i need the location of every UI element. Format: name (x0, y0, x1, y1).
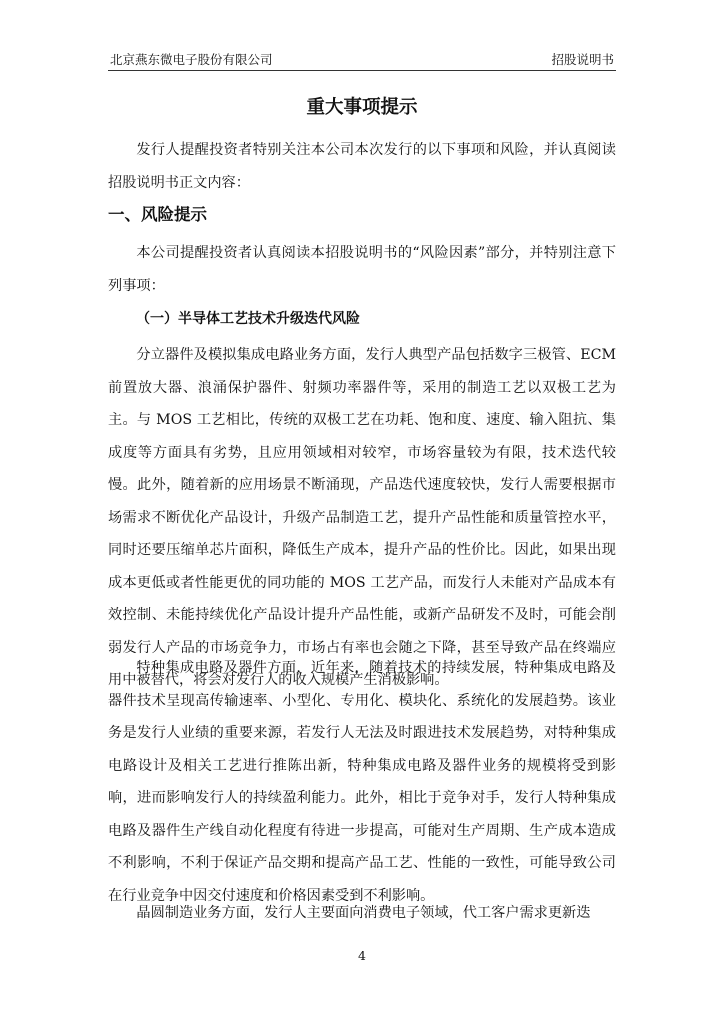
document-title: 重大事项提示 (306, 97, 418, 118)
page-number: 4 (358, 948, 366, 963)
section-heading-risk: 一、风险提示 (108, 205, 207, 224)
body-paragraph-wafer-manufacturing: 晶圆制造业务方面，发行人主要面向消费电子领域，代工客户需求更新迭 (136, 905, 591, 921)
body-paragraph-special-ic: 特种集成电路及器件方面，近年来，随着技术的持续发展，特种集成电路及器件技术呈现高传输速率、小型化、专用化、模块化、系统化的发展趋势。该业务是发行人业绩的重要来源，若发行人无法及时跟进技术发展趋势，对特种集成电路设计及相关工艺进行推陈出新，特种集成电路及器件业务的规模将受到影响，进而影响发行人的持续盈利能力。此外，相比于竞争对手，发行人特种集成电路及器件生产线自动化程度有待进一步提高，可能对生产周期、生产成本造成不利影响，不利于保证产品交期和提高产品工艺、性能的一致性，可能导致公司在行业竞争中因交付速度和价格因素受到不利影响。 (108, 660, 616, 904)
header-document-type: 招股说明书 (551, 52, 614, 67)
intro-paragraph: 发行人提醒投资者特别关注本公司本次发行的以下事项和风险，并认真阅读招股说明书正文内容： (108, 142, 616, 191)
header-company-name: 北京燕东微电子股份有限公司 (110, 52, 273, 67)
body-paragraph-discrete-devices: 分立器件及模拟集成电路业务方面，发行人典型产品包括数字三极管、ECM 前置放大器、浪涌保护器件、射频功率器件等，采用的制造工艺以双极工艺为主。与 MOS 工艺相比，传统的双极工艺在功耗、饱和度、速度、输入阻抗、集成度等方面具有劣势，且应用领域相对较窄，市场容量较为有限，技术迭代较慢。此外，随着新的应用场景不断涌现，产品迭代速度较快，发行人需要根据市场需求不断优化产品设计，升级产品制造工艺，提升产品性能和质量管控水平，同时还要压缩单芯片面积，降低生产成本，提升产品的性价比。因此，如果出现成本更低或者性能更优的同功能的 MOS 工艺产品，而发行人未能对产品成本有效控制、未能持续优化产品设计提升产品性能，或新产品研发不及时，可能会削弱发行人产品的市场竞争力，市场占有率也会随之下降，甚至导致产品在终端应用中被替代，将会对发行人的收入规模产生消极影响。 (108, 347, 616, 688)
section-intro-paragraph: 本公司提醒投资者认真阅读本招股说明书的“风险因素”部分，并特别注意下列事项： (108, 245, 616, 294)
subsection-heading: （一）半导体工艺技术升级迭代风险 (136, 311, 360, 327)
page-header (108, 50, 616, 71)
